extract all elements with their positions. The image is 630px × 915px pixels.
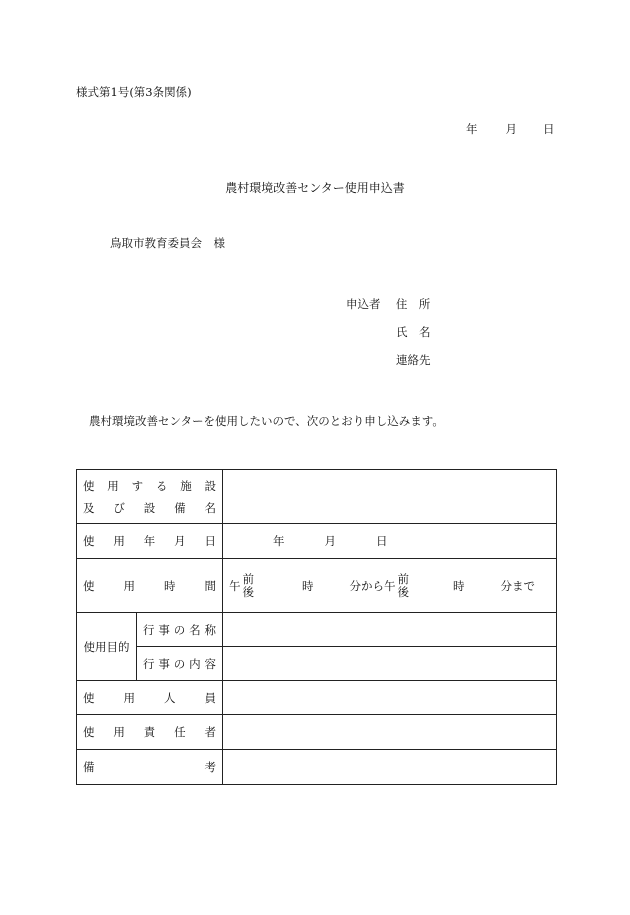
event-content-field[interactable] [223,647,557,681]
date-line [466,121,555,137]
remarks-row [77,750,557,785]
facility-field[interactable] [223,470,557,524]
remarks-label: 備 考 [77,750,223,785]
facility-row [77,470,557,524]
application-table [76,469,557,785]
applicant-label: 申込者 [346,297,381,311]
time-label: 使 用 時 間 [77,559,223,613]
use-year: 年 [273,534,285,548]
applicant-contact-label: 連絡先 [396,353,431,367]
people-field[interactable] [223,681,557,715]
until-text: 分まで [500,578,535,593]
start-ampm[interactable]: 午 前 後 [229,571,254,599]
use-month: 月 [324,534,336,548]
responsible-label: 使 用 責 任 者 [77,715,223,750]
purpose-label: 使用目的 [77,613,137,681]
purpose-row-2 [77,647,557,681]
event-name-field[interactable] [223,613,557,647]
form-number: 様式第1号(第3条関係) [76,85,192,99]
address-label: 住 所 [395,297,431,311]
time-field[interactable] [223,559,557,613]
end-ampm[interactable]: 午 前 後 [384,571,409,599]
people-row [77,681,557,715]
date-day: 日 [543,122,555,136]
purpose-row-1 [77,613,557,647]
facility-label: 使 用 す る 施 設 及 び 設 備 名 [77,470,223,524]
addressee: 鳥取市教育委員会 様 [110,236,225,250]
end-hour-unit: 時 [453,578,465,593]
from-text: 分から [349,578,384,593]
responsible-row [77,715,557,750]
date-year: 年 [466,122,478,136]
date-row [77,524,557,559]
time-row [77,559,557,613]
date-label: 使 用 年 月 日 [77,524,223,559]
remarks-field[interactable] [223,750,557,785]
event-name-label: 行 事 の 名 称 [137,613,223,647]
date-month: 月 [505,122,517,136]
people-label: 使 用 人 員 [77,681,223,715]
intro-text: 農村環境改善センターを使用したいので、次のとおり申し込みます。 [89,414,444,428]
use-day: 日 [376,534,388,548]
applicant-name-label: 氏 名 [396,325,431,339]
event-content-label: 行 事 の 内 容 [137,647,223,681]
responsible-field[interactable] [223,715,557,750]
applicant-address-row [346,296,430,312]
date-field[interactable] [223,524,557,559]
start-hour-unit: 時 [302,578,314,593]
form-title: 農村環境改善センター使用申込書 [225,181,405,195]
